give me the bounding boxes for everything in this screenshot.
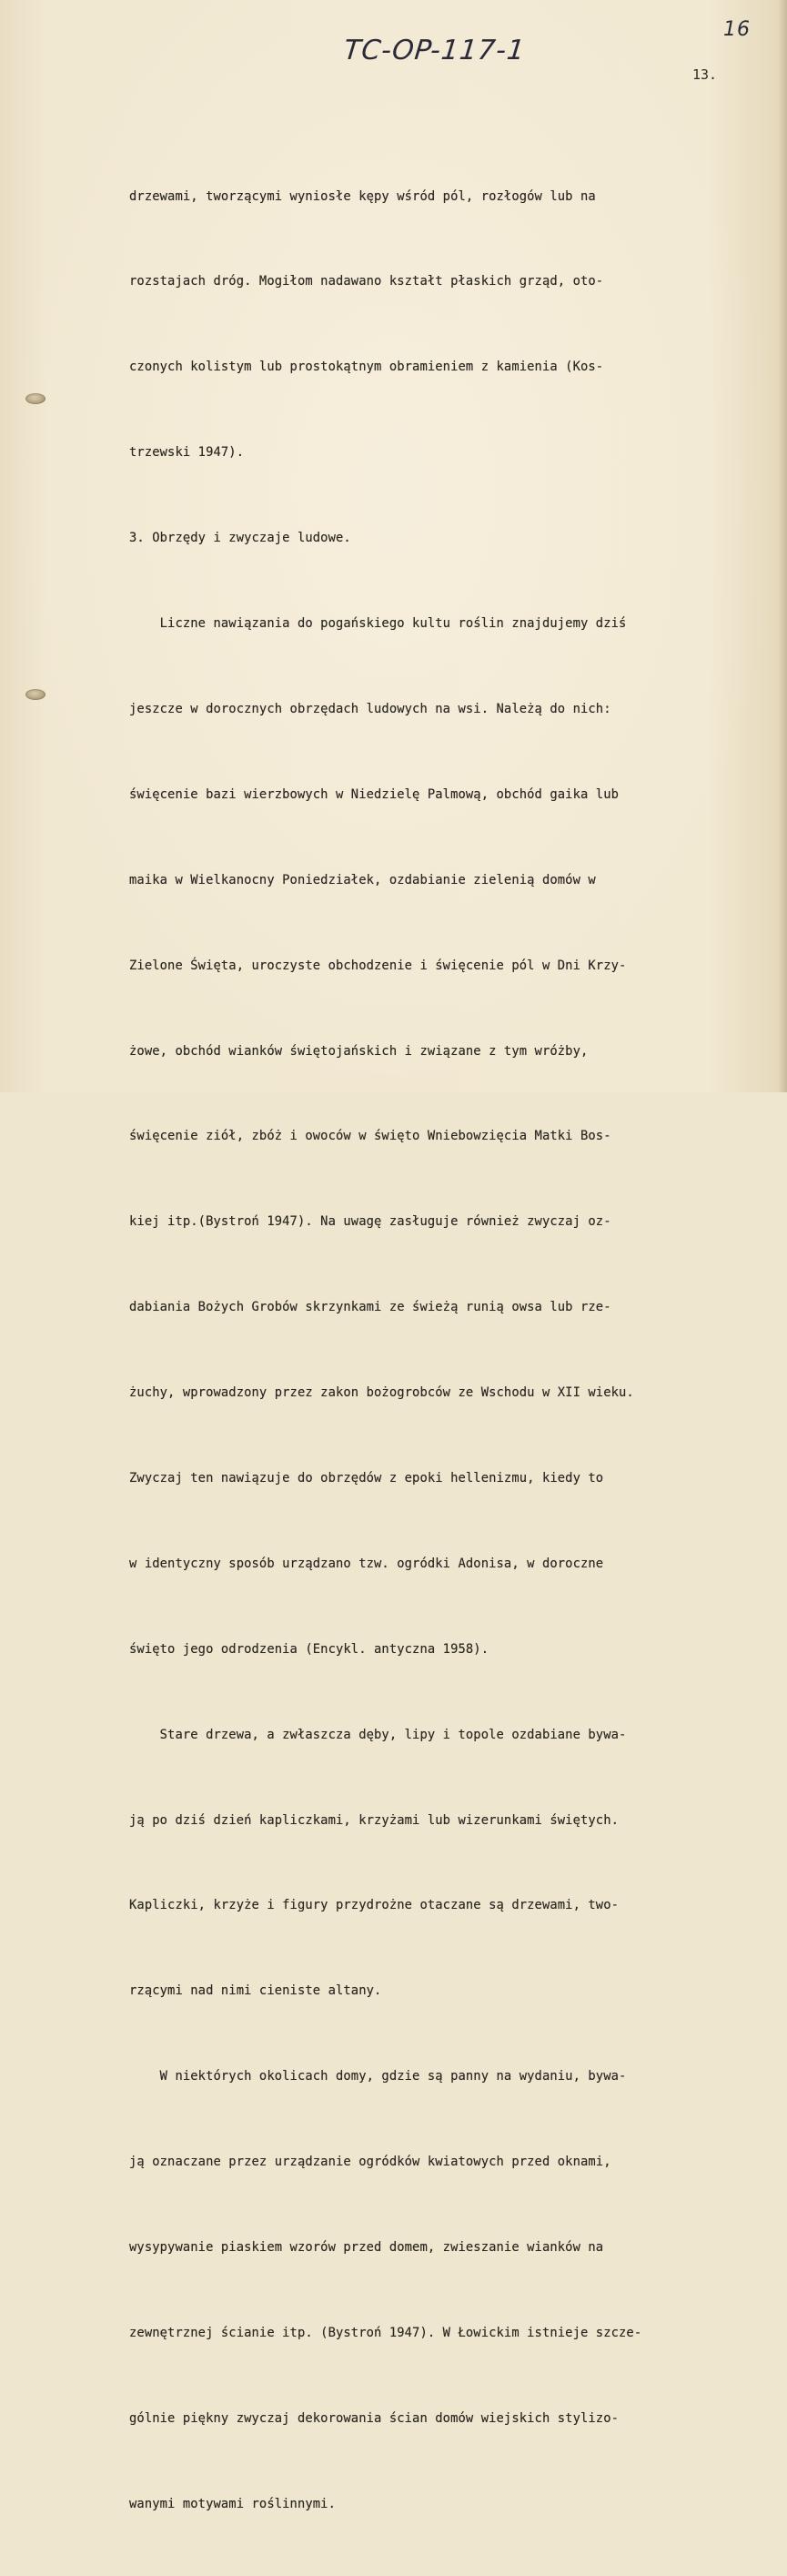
text-line: gólnie piękny zwyczaj dekorowania ścian domów wiejskich stylizo- — [129, 2410, 620, 2426]
text-line: wysypywanie piaskiem wzorów przed domem, zwieszanie wianków na — [129, 2239, 604, 2255]
text-line: rzącymi nad nimi cieniste altany. — [129, 1983, 382, 1999]
text-line: żowe, obchód wianków świętojańskich i związane z tym wróżby, — [129, 1043, 589, 1059]
text-line: W niektórych okolicach domy, gdzie są panny na wydaniu, bywa- — [129, 2069, 627, 2084]
text-line: święto jego odrodzenia (Encykl. antyczna 1958). — [129, 1641, 489, 1657]
page-edge-shadow — [778, 0, 787, 1092]
text-line: ją po dziś dzień kapliczkami, krzyżami lub wizerunkami świętych. — [129, 1812, 620, 1828]
text-line: Zwyczaj ten nawiązuje do obrzędów z epoki hellenizmu, kiedy to — [129, 1470, 604, 1486]
text-line: Kapliczki, krzyże i figury przydrożne otaczane są drzewami, two- — [129, 1898, 620, 1913]
text-line: żuchy, wprowadzony przez zakon bożogrobców ze Wschodu w XII wieku. — [129, 1385, 634, 1401]
text-line: święcenie ziół, zbóż i owoców w święto Wniebowzięcia Matki Bos- — [129, 1129, 611, 1144]
folio-number-handwritten: 16 — [723, 18, 751, 41]
text-line: zewnętrznej ścianie itp. (Bystroń 1947). W Łowickim istnieje szcze- — [129, 2325, 642, 2340]
section-heading: 3. Obrzędy i zwyczaje ludowe. — [129, 531, 351, 546]
page-number: 13. — [692, 66, 718, 83]
archive-code-handwritten: TC-OP-117-1 — [342, 35, 528, 66]
typed-body-text — [129, 126, 766, 2576]
text-line: trzewski 1947). — [129, 445, 245, 461]
text-line: Zielone Święta, uroczyste obchodzenie i święcenie pól w Dni Krzy- — [129, 958, 627, 973]
text-line: czonych kolistym lub prostokątnym obramieniem z kamienia (Kos- — [129, 360, 604, 375]
punch-hole-upper — [25, 393, 45, 404]
text-line: dabiania Bożych Grobów skrzynkami ze świeżą runią owsa lub rze- — [129, 1300, 611, 1315]
text-line: drzewami, tworzącymi wyniosłe kępy wśród pól, rozłogów lub na — [129, 188, 596, 204]
text-line: Liczne nawiązania do pogańskiego kultu roślin znajdujemy dziś — [129, 616, 627, 632]
text-line: maika w Wielkanocny Poniedziałek, ozdabianie zielenią domów w — [129, 872, 596, 887]
text-line: rozstajach dróg. Mogiłom nadawano kształt płaskich grząd, oto- — [129, 274, 604, 289]
text-line: wanymi motywami roślinnymi. — [129, 2496, 336, 2511]
text-line: jeszcze w dorocznych obrzędach ludowych na wsi. Należą do nich: — [129, 701, 611, 716]
text-line: w identyczny sposób urządzano tzw. ogródki Adonisa, w doroczne — [129, 1556, 604, 1571]
text-line: święcenie bazi wierzbowych w Niedzielę Palmową, obchód gaika lub — [129, 786, 620, 802]
text-line: ją oznaczane przez urządzanie ogródków kwiatowych przed oknami, — [129, 2155, 611, 2170]
text-line: Stare drzewa, a zwłaszcza dęby, lipy i topole ozdabiane bywa- — [129, 1727, 627, 1742]
text-line: kiej itp.(Bystroń 1947). Na uwagę zasługuje również zwyczaj oz- — [129, 1214, 611, 1230]
punch-hole-lower — [25, 689, 45, 700]
